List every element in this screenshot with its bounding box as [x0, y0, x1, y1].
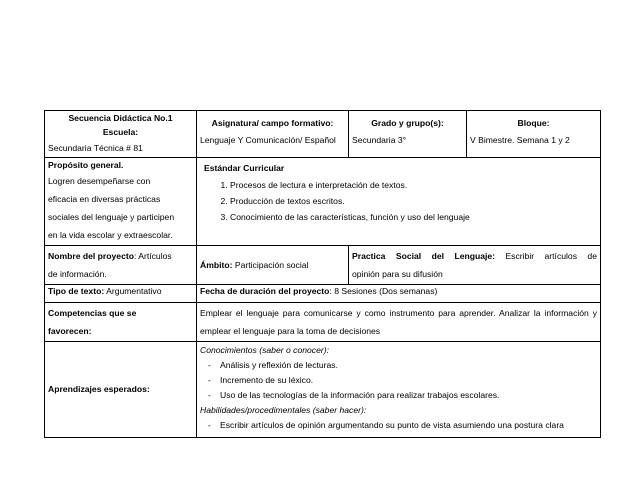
practica-cell: [349, 246, 601, 285]
practica-line: [352, 247, 597, 265]
competencias-label-cont: favorecen:: [48, 326, 92, 336]
asignatura-cell: [197, 111, 349, 158]
proyecto-row: [45, 246, 601, 285]
escuela-value: Secundaria Técnica # 81: [48, 143, 143, 153]
asignatura-value: Lenguaje Y Comunicación/ Español: [200, 135, 336, 145]
secuencia-title: Secuencia Didáctica No.1: [68, 113, 173, 123]
ambito-label: Ámbito:: [200, 259, 233, 270]
aprendizajes-label: Aprendizajes esperados:: [48, 384, 150, 395]
ambito-cell: [197, 246, 349, 285]
proposito-line: sociales del lenguaje y participen: [48, 212, 175, 222]
proposito-line: Logren desempeñarse con: [48, 176, 151, 186]
school-cell: [45, 111, 197, 158]
header-row: [45, 111, 601, 158]
proposito-label: Propósito general.: [48, 160, 124, 170]
proposito-line: en la vida escolar y extraescolar.: [48, 230, 173, 240]
proyecto-name: [48, 247, 193, 265]
fecha-label: Fecha de duración del proyecto: [200, 286, 330, 296]
conocimiento-item: - Uso de las tecnologías de la información para realizar trabajos escolares.: [220, 388, 597, 403]
tipo-value: Argumentativo: [104, 286, 162, 296]
proyecto-label: Nombre del proyecto: [48, 251, 134, 261]
habilidades-list: [200, 418, 597, 433]
estandar-item: 1. Procesos de lectura e interpretación de textos.: [230, 177, 597, 193]
proposito-cell: [45, 158, 197, 246]
ambito-value: Participación social: [232, 259, 309, 270]
estandar-item: 3. Conocimiento de las características, función y uso del lenguaje: [230, 209, 597, 225]
conocimientos-list: [200, 358, 597, 403]
competencias-row: [45, 303, 601, 342]
escuela-label: Escuela:: [102, 127, 139, 137]
competencias-label-cell: [45, 303, 197, 342]
aprendizajes-cell: [197, 342, 601, 438]
proyecto-value: : Artículos: [133, 251, 172, 261]
proposito-line: eficacia en diversas prácticas: [48, 194, 161, 204]
competencias-label: Competencias que se: [48, 308, 137, 318]
fecha-value: : 8 Sesiones (Dos semanas): [329, 286, 438, 296]
estandar-cell: [197, 158, 601, 246]
fecha-cell: [197, 285, 601, 303]
bloque-label: Bloque:: [517, 118, 550, 128]
proyecto-cell: [45, 246, 197, 285]
estandar-label: Estándar Curricular: [204, 163, 285, 173]
asignatura-label: Asignatura/ campo formativo:: [211, 118, 334, 128]
aprendizajes-label-cell: [45, 342, 197, 438]
grado-label: Grado y grupo(s):: [371, 118, 444, 128]
bloque-value: V Bimestre. Semana 1 y 2: [470, 135, 570, 145]
practica-label: Practica Social del Lenguaje:: [352, 251, 496, 261]
habilidad-item: - Escribir artículos de opinión argumentando su punto de vista asumiendo una postura clara: [220, 418, 597, 433]
proyecto-value-cont: de información.: [48, 269, 107, 279]
secuencia-table: [44, 110, 601, 438]
grado-cell: [349, 111, 467, 158]
practica-value: Escribir artículos de: [495, 251, 597, 261]
practica-value-cont: opinión para su difusión: [352, 269, 443, 279]
aprendizajes-row: [45, 342, 601, 438]
estandar-item: 2. Producción de textos escritos.: [230, 193, 597, 209]
bloque-cell: [467, 111, 601, 158]
tipo-label: Tipo de texto:: [48, 286, 105, 296]
conocimientos-label: Conocimientos (saber o conocer):: [200, 345, 329, 355]
competencias-text: Emplear el lenguaje para comunicarse y como instrumento para aprender. Analizar la información y emplear el lenguaje para la toma de decisiones: [200, 308, 597, 336]
conocimiento-item: - Incremento de su léxico.: [220, 373, 597, 388]
tipo-cell: [45, 285, 197, 303]
tipo-row: [45, 285, 601, 303]
conocimiento-item: - Análisis y reflexión de lecturas.: [220, 358, 597, 373]
estandar-list: [204, 177, 597, 225]
grado-value: Secundaria 3°: [352, 135, 407, 145]
proposito-row: [45, 158, 601, 246]
competencias-cell: [197, 303, 601, 342]
habilidades-label: Habilidades/procedimentales (saber hacer):: [200, 405, 367, 415]
